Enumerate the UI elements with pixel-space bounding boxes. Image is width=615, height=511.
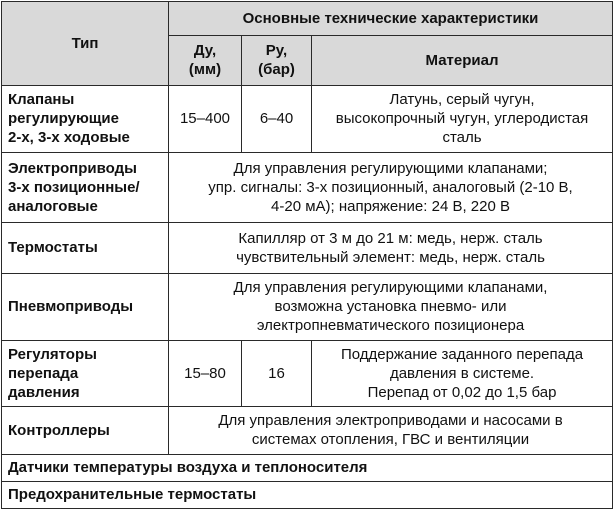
specs-table (1, 1, 613, 509)
header-row-1 (2, 2, 613, 36)
valves-ru: 6–40 (242, 85, 312, 153)
header-du: Ду, (мм) (169, 36, 242, 85)
regulators-du: 15–80 (169, 340, 242, 407)
header-type: Тип (2, 2, 169, 86)
table-row-pneumatic (2, 274, 613, 341)
row-name-pneumatic: Пневмоприводы (2, 274, 169, 341)
row-name-safety: Предохранительные термостаты (2, 481, 613, 508)
table-row-thermostats (2, 222, 613, 273)
valves-material: Латунь, серый чугун, высокопрочный чугун, углеродистая сталь (312, 85, 613, 153)
table-row-safety (2, 481, 613, 508)
controllers-desc: Для управления электроприводами и насосами в системах отопления, ГВС и вентиляции (169, 407, 613, 454)
table-row-valves (2, 85, 613, 153)
pneumatic-desc: Для управления регулирующими клапанами, возможна установка пневмо- или электропневматического позиционера (169, 274, 613, 341)
regulators-desc: Поддержание заданного перепада давления в системе. Перепад от 0,02 до 1,5 бар (312, 340, 613, 407)
header-characteristics: Основные технические характеристики (169, 2, 613, 36)
header-material: Материал (312, 36, 613, 85)
valves-du: 15–400 (169, 85, 242, 153)
row-name-controllers: Контроллеры (2, 407, 169, 454)
row-name-regulators: Регуляторы перепада давления (2, 340, 169, 407)
table-row-regulators (2, 340, 613, 407)
row-name-actuators: Электроприводы 3-х позиционные/ аналоговые (2, 153, 169, 223)
table-row-sensors (2, 454, 613, 481)
regulators-ru: 16 (242, 340, 312, 407)
table-row-controllers (2, 407, 613, 454)
header-ru: Ру, (бар) (242, 36, 312, 85)
thermostats-desc: Капилляр от 3 м до 21 м: медь, нерж. сталь чувствительный элемент: медь, нерж. сталь (169, 222, 613, 273)
row-name-valves: Клапаны регулирующие 2-х, 3-х ходовые (2, 85, 169, 153)
table-row-actuators (2, 153, 613, 223)
actuators-desc: Для управления регулирующими клапанами; упр. сигналы: 3-х позиционный, аналоговый (2-10 В, 4-20 мА); напряжение: 24 В, 220 В (169, 153, 613, 223)
row-name-sensors: Датчики температуры воздуха и теплоносителя (2, 454, 613, 481)
row-name-thermostats: Термостаты (2, 222, 169, 273)
